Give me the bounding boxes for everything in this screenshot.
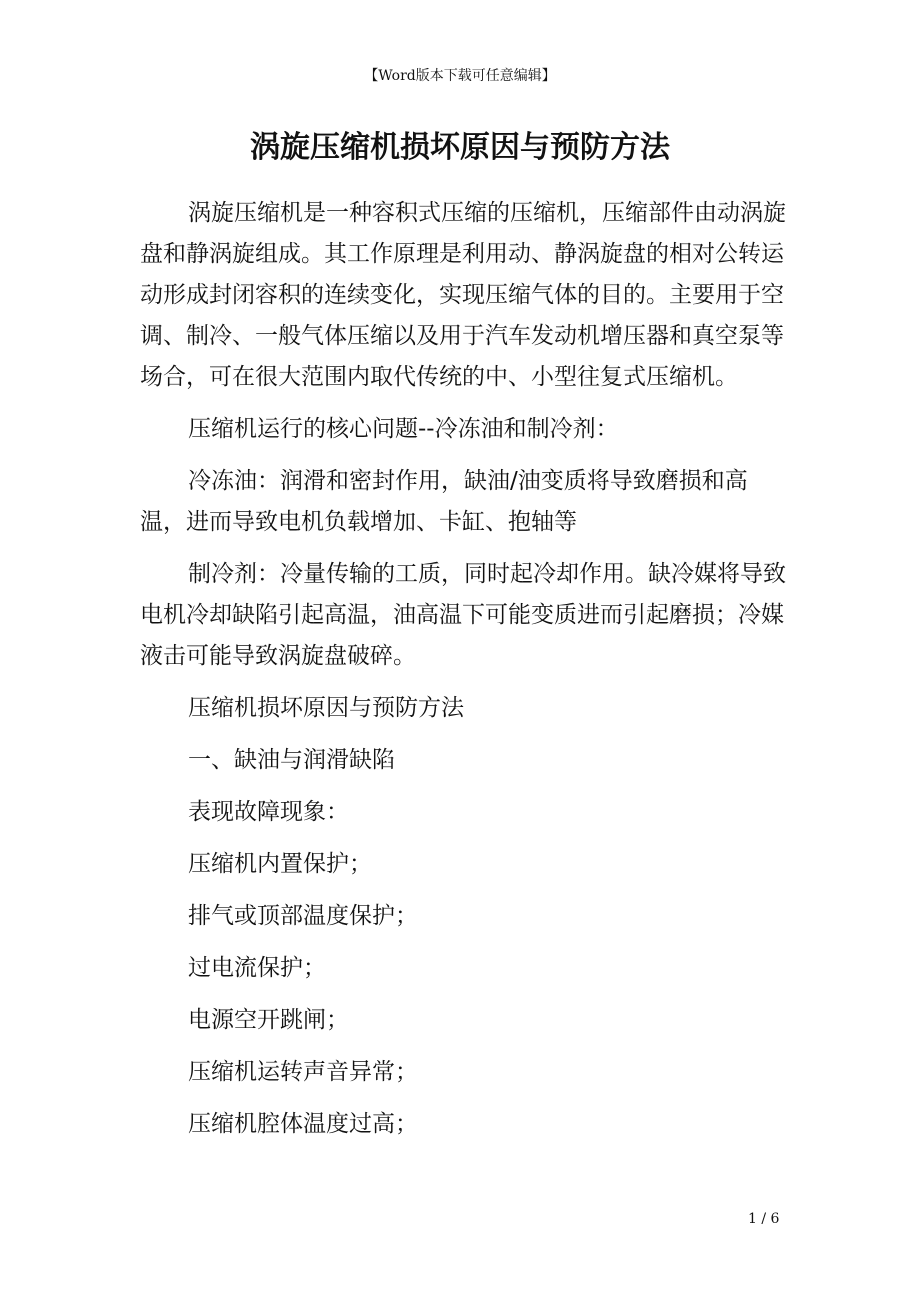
symptom-item: 过电流保护； [188,955,326,981]
document-title: 涡旋压缩机损坏原因与预防方法 [250,130,670,165]
page-header-banner: 【Word版本下载可任意编辑】 [364,68,556,84]
paragraph-refrigeration-oil: 冷冻油：润滑和密封作用，缺油/油变质将导致磨损和高温，进而导致电机负载增加、卡缸、抱轴等 [140,468,748,535]
symptom-item: 排气或顶部温度保护； [188,903,418,929]
document-body [140,193,790,1156]
symptom-item: 压缩机腔体温度过高； [188,1111,418,1137]
section-heading: 压缩机损坏原因与预防方法 [188,695,464,721]
subsection-heading: 一、缺油与润滑缺陷 [188,747,395,773]
page-number: 1 / 6 [748,1211,780,1227]
symptom-item: 压缩机内置保护； [188,851,372,877]
symptom-item: 压缩机运转声音异常； [188,1059,418,1085]
paragraph-refrigerant: 制冷剂：冷量传输的工质，同时起冷却作用。缺冷媒将导致电机冷却缺陷引起高温，油高温下可能变质进而引起磨损；冷媒液击可能导致涡旋盘破碎。 [140,561,786,669]
symptoms-label: 表现故障现象： [188,799,349,825]
paragraph-intro: 涡旋压缩机是一种容积式压缩的压缩机，压缩部件由动涡旋盘和静涡旋组成。其工作原理是利用动、静涡旋盘的相对公转运动形成封闭容积的连续变化，实现压缩气体的目的。主要用于空调、制冷、一般气体压缩以及用于汽车发动机增压器和真空泵等场合，可在很大范围内取代传统的中、小型往复式压缩机。 [140,200,786,390]
paragraph-core-issue: 压缩机运行的核心问题--冷冻油和制冷剂： [188,416,619,442]
symptom-item: 电源空开跳闸； [188,1007,349,1033]
